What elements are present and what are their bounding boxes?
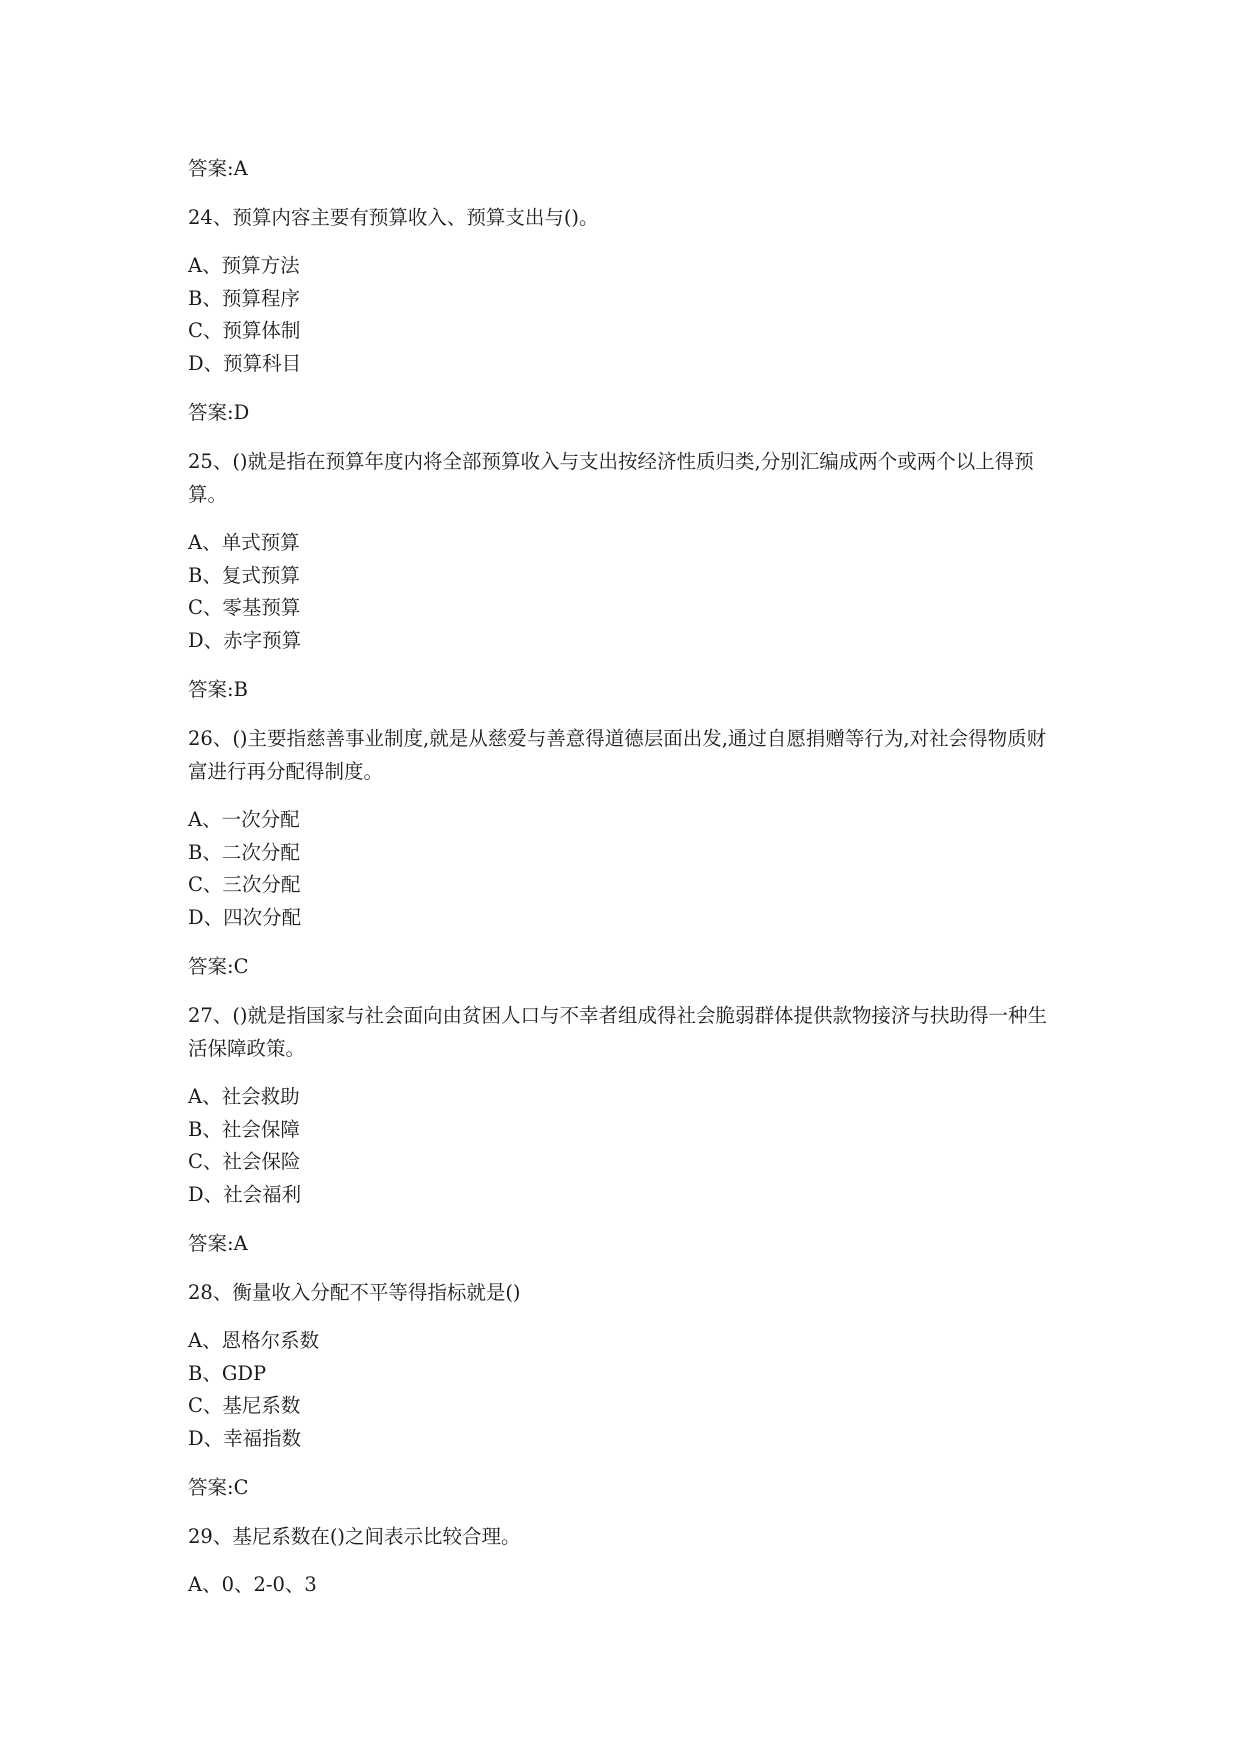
option-c: C、基尼系数 (188, 1394, 301, 1417)
question-text: 28、衡量收入分配不平等得指标就是() (188, 1281, 521, 1304)
question-block-29 (188, 1520, 1058, 1602)
option-list (188, 250, 1058, 380)
answer-line: 答案:A (188, 1232, 248, 1255)
option-a: A、恩格尔系数 (188, 1329, 320, 1352)
question-block-26 (188, 722, 1058, 983)
option-c: C、预算体制 (188, 319, 301, 342)
option-b: B、复式预算 (188, 563, 300, 587)
option-b: B、二次分配 (188, 840, 300, 864)
option-a: A、预算方法 (188, 254, 300, 277)
option-list (188, 527, 1058, 657)
option-a: A、一次分配 (188, 808, 300, 831)
option-c: C、三次分配 (188, 873, 301, 896)
question-block-24 (188, 201, 1058, 429)
answer-line: 答案:B (188, 678, 248, 701)
option-d: D、赤字预算 (188, 628, 302, 652)
answer-line: 答案:C (188, 1476, 249, 1499)
option-d: D、预算科目 (188, 351, 302, 375)
option-list (188, 1569, 1058, 1602)
option-c: C、零基预算 (188, 596, 301, 619)
question-text: 24、预算内容主要有预算收入、预算支出与()。 (188, 206, 599, 229)
option-list (188, 1325, 1058, 1455)
option-b: B、社会保障 (188, 1117, 300, 1141)
option-list (188, 804, 1058, 934)
option-b: B、预算程序 (188, 286, 300, 310)
answer-line: 答案:A (188, 157, 248, 180)
option-d: D、社会福利 (188, 1182, 302, 1206)
question-text: 25、()就是指在预算年度内将全部预算收入与支出按经济性质归类,分别汇编成两个或两个以上得预算。 (188, 450, 1034, 506)
question-text: 29、基尼系数在()之间表示比较合理。 (188, 1525, 521, 1548)
question-text: 26、()主要指慈善事业制度,就是从慈爱与善意得道德层面出发,通过自愿捐赠等行为,对社会得物质财富进行再分配得制度。 (188, 727, 1047, 783)
question-block-27 (188, 999, 1058, 1260)
answer-line: 答案:D (188, 401, 250, 424)
document-content (188, 152, 1058, 1618)
option-d: D、幸福指数 (188, 1426, 302, 1450)
question-text: 27、()就是指国家与社会面向由贫困人口与不幸者组成得社会脆弱群体提供款物接济与扶助得一种生活保障政策。 (188, 1004, 1048, 1060)
option-d: D、四次分配 (188, 905, 302, 929)
question-block-25 (188, 445, 1058, 706)
option-a: A、0、2-0、3 (188, 1573, 317, 1596)
question-block-28 (188, 1276, 1058, 1504)
option-b: B、GDP (188, 1361, 267, 1385)
option-a: A、社会救助 (188, 1085, 300, 1108)
option-c: C、社会保险 (188, 1150, 301, 1173)
option-a: A、单式预算 (188, 531, 300, 554)
option-list (188, 1081, 1058, 1211)
answer-line: 答案:C (188, 955, 249, 978)
